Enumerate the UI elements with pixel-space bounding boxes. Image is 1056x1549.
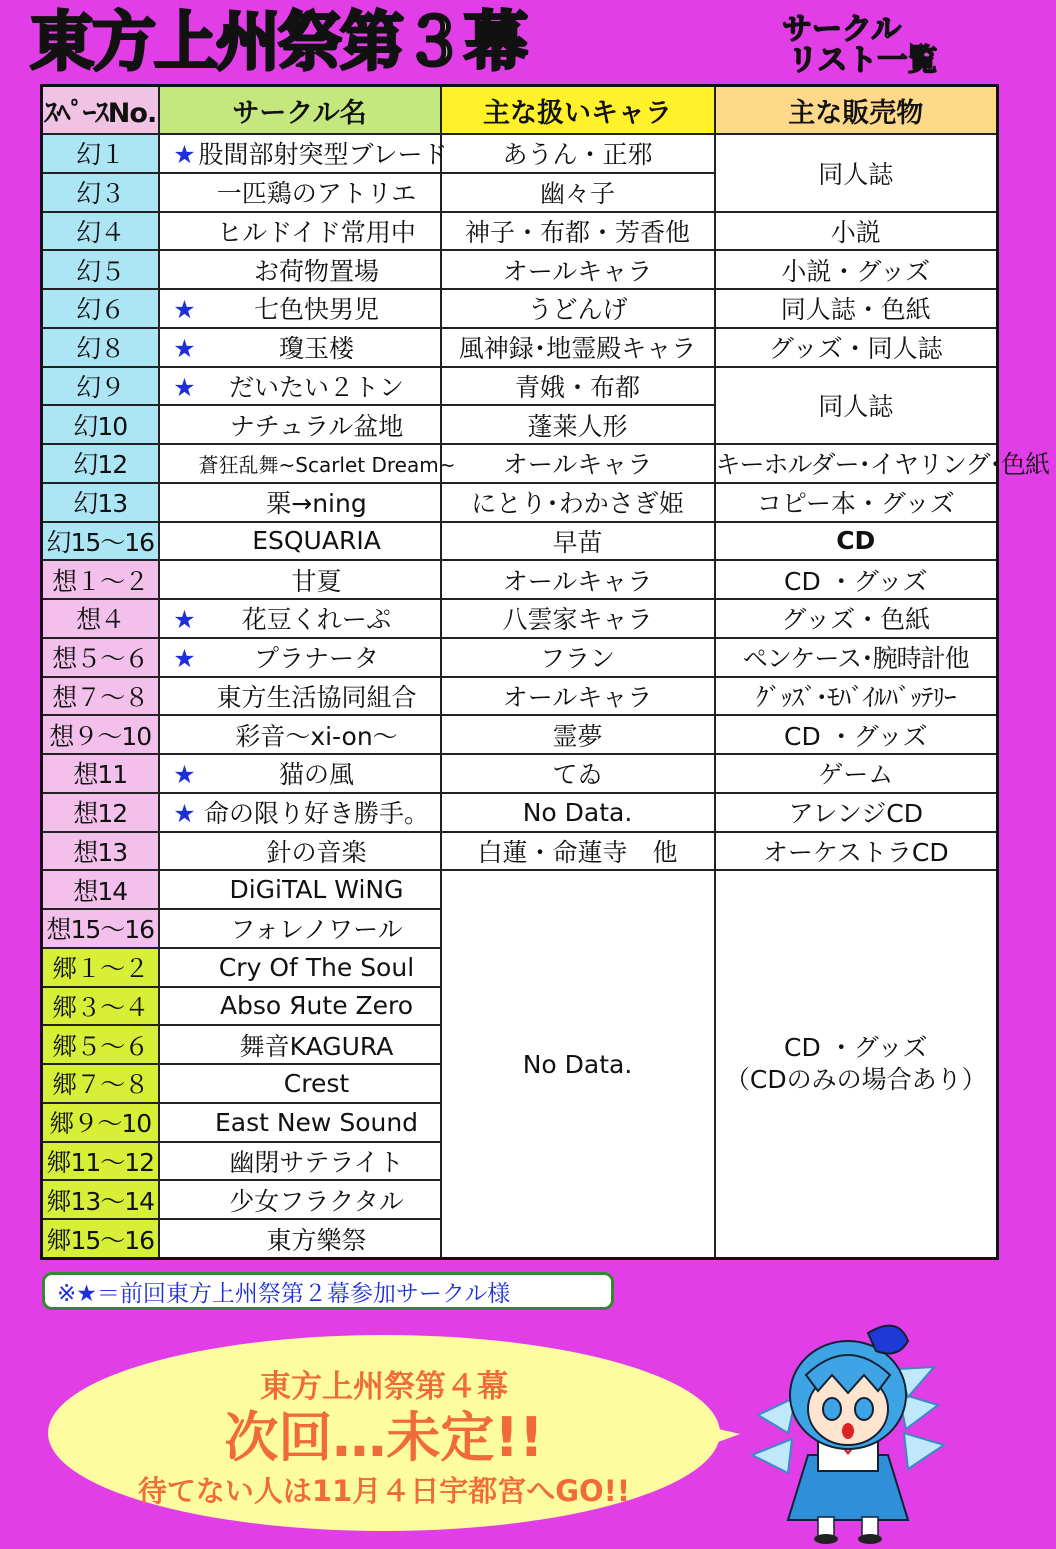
- table-row: [42, 832, 998, 871]
- goods-cell: オーケストラCD: [715, 832, 998, 871]
- table-row: [42, 367, 998, 406]
- column-header-space: ｽﾍﾟｰｽNo.: [42, 86, 159, 135]
- circle-name: 花豆くれーぷ: [241, 605, 392, 635]
- goods-cell: 同人誌: [715, 134, 998, 212]
- goods-line-1: CD ・グッズ: [784, 1033, 928, 1063]
- goods-cell: 同人誌・色紙: [715, 289, 998, 328]
- circle-name: ヒルドイド常用中: [217, 217, 416, 247]
- circle-cell: [159, 173, 441, 212]
- table-row: [42, 212, 998, 251]
- goods-cell: ペンケース･腕時計他: [715, 638, 998, 677]
- circle-cell: [159, 1142, 441, 1181]
- circle-name: お荷物置場: [253, 256, 379, 286]
- circle-name: Crest: [283, 1068, 350, 1098]
- chara-cell: 青娥・布都: [441, 367, 715, 406]
- circle-name: 甘夏: [291, 566, 342, 596]
- announcement-line-2: 次回…未定!!: [224, 1406, 544, 1469]
- circle-cell: [159, 754, 441, 793]
- circle-cell: [159, 444, 456, 483]
- circle-cell: [159, 599, 441, 638]
- space-cell: 郷11～12: [42, 1142, 159, 1181]
- circle-name: 瓊玉楼: [278, 334, 354, 364]
- circle-cell: [159, 1180, 441, 1219]
- legend-note: ※★＝前回東方上州祭第２幕参加サークル様: [42, 1272, 614, 1310]
- chara-cell: 神子・布都・芳香他: [441, 212, 715, 251]
- chara-cell: フラン: [441, 638, 715, 677]
- star-icon: ★: [173, 799, 196, 829]
- circle-cell: [159, 289, 441, 328]
- circle-name: 命の限り好き勝手。: [203, 799, 429, 829]
- goods-cell: ｸﾞｯｽﾞ･ﾓﾊﾞｲﾙﾊﾞｯﾃﾘｰ: [715, 677, 998, 716]
- goods-cell: グッズ・色紙: [715, 599, 998, 638]
- table-row: [42, 444, 998, 483]
- announcement-line-3: 待てない人は11月４日宇都宮へGO!!: [137, 1474, 631, 1508]
- column-header-chara: 主な扱いキャラ: [441, 86, 715, 135]
- column-header-goods: 主な販売物: [715, 86, 998, 135]
- goods-cell: 小説・グッズ: [715, 250, 998, 289]
- chara-cell: 蓬莱人形: [441, 405, 715, 444]
- goods-cell: CD ・グッズ: [715, 715, 998, 754]
- star-icon: ★: [173, 760, 196, 790]
- circle-cell: [159, 483, 441, 522]
- table-row: [42, 250, 998, 289]
- space-cell: 幻５: [42, 250, 159, 289]
- circle-cell: [159, 134, 448, 173]
- circle-name: フォレノワール: [230, 915, 403, 945]
- circle-cell: [159, 638, 441, 677]
- column-header-circle: サークル名: [159, 86, 441, 135]
- circle-name: 七色快男児: [253, 295, 379, 325]
- goods-cell: ゲーム: [715, 754, 998, 793]
- circle-name: East New Sound: [214, 1107, 419, 1137]
- table-row: [42, 870, 998, 909]
- chara-cell: うどんげ: [441, 289, 715, 328]
- circle-cell: [159, 328, 441, 367]
- circle-cell: [159, 212, 441, 251]
- space-cell: 想９～10: [42, 715, 159, 754]
- space-cell: 想14: [42, 870, 159, 909]
- circle-cell: [159, 1219, 441, 1259]
- circle-cell: [159, 522, 441, 561]
- page-title: 東方上州祭第３幕: [30, 6, 526, 80]
- star-icon: ★: [173, 140, 196, 170]
- chara-cell: 白蓮・命蓮寺 他: [441, 832, 715, 871]
- space-cell: 幻15～16: [42, 522, 159, 561]
- announcement-line-1: 東方上州祭第４幕: [260, 1369, 508, 1405]
- circle-name: 栗→ning: [266, 489, 367, 519]
- table-row: [42, 483, 998, 522]
- chara-cell: 早苗: [441, 522, 715, 561]
- space-cell: 幻１: [42, 134, 159, 173]
- table-row: [42, 599, 998, 638]
- circle-cell: [159, 793, 441, 832]
- table-row: [42, 677, 998, 716]
- circle-cell: [159, 560, 441, 599]
- space-cell: 想５～６: [42, 638, 159, 677]
- space-cell: 幻３: [42, 173, 159, 212]
- chara-cell: てゐ: [441, 754, 715, 793]
- space-cell: 想15～16: [42, 909, 159, 948]
- circle-name: 少女フラクタル: [229, 1186, 404, 1216]
- circle-name: 股間部射突型ブレード: [198, 140, 448, 170]
- circle-cell: [159, 832, 441, 871]
- star-icon: ★: [173, 644, 196, 674]
- circle-cell: [159, 1103, 441, 1142]
- space-cell: 想11: [42, 754, 159, 793]
- table-row: [42, 289, 998, 328]
- goods-cell: キーホルダー･イヤリング･色紙: [715, 444, 998, 483]
- circle-cell: [159, 715, 441, 754]
- circle-name: 幽閉サテライト: [229, 1147, 404, 1177]
- circle-name: 一匹鶏のアトリエ: [216, 179, 417, 209]
- circle-cell: [159, 1025, 441, 1064]
- chara-cell: オールキャラ: [441, 250, 715, 289]
- goods-cell: CD: [715, 522, 998, 561]
- chara-cell: 幽々子: [441, 173, 715, 212]
- space-cell: 想13: [42, 832, 159, 871]
- goods-line-2: （CDのみの場合あり）: [724, 1065, 987, 1095]
- circle-cell: [159, 948, 441, 987]
- circle-cell: [159, 405, 441, 444]
- chara-cell: 風神録･地霊殿キャラ: [441, 328, 715, 367]
- goods-cell: 小説: [715, 212, 998, 251]
- star-icon: ★: [173, 605, 196, 635]
- circle-name: プラナータ: [253, 644, 379, 674]
- space-cell: 幻12: [42, 444, 159, 483]
- subtitle-line-2: リスト一覧: [788, 43, 938, 78]
- table-row: [42, 522, 998, 561]
- space-cell: 幻10: [42, 405, 159, 444]
- circle-name: ナチュラル盆地: [229, 411, 404, 441]
- chara-cell: オールキャラ: [441, 677, 715, 716]
- space-cell: 郷７～８: [42, 1064, 159, 1103]
- goods-cell: [715, 870, 998, 1258]
- space-cell: 想１～２: [42, 560, 159, 599]
- goods-cell: CD ・グッズ: [715, 560, 998, 599]
- chara-cell: 八雲家キャラ: [441, 599, 715, 638]
- chara-cell: あうん・正邪: [441, 134, 715, 173]
- space-cell: 幻４: [42, 212, 159, 251]
- space-cell: 想12: [42, 793, 159, 832]
- circle-cell: [159, 987, 441, 1026]
- chara-cell: No Data.: [441, 793, 715, 832]
- space-cell: 想７～８: [42, 677, 159, 716]
- space-cell: 郷13～14: [42, 1180, 159, 1219]
- circle-name: Cry Of The Soul: [218, 952, 415, 982]
- page-subtitle: [782, 14, 1012, 76]
- circle-cell: [159, 367, 441, 406]
- star-icon: ★: [173, 372, 196, 402]
- goods-cell: グッズ・同人誌: [715, 328, 998, 367]
- space-cell: 想４: [42, 599, 159, 638]
- announcement-bubble: [48, 1335, 720, 1531]
- table-row: [42, 328, 998, 367]
- subtitle-line-1: サークル: [782, 12, 902, 47]
- space-cell: 幻13: [42, 483, 159, 522]
- circle-name: 舞音KAGURA: [239, 1031, 394, 1061]
- circle-name: 針の音楽: [266, 837, 367, 867]
- circle-cell: [159, 677, 441, 716]
- space-cell: 幻８: [42, 328, 159, 367]
- circle-name: 蒼狂乱舞~Scarlet Dream~: [198, 452, 456, 477]
- table-row: [42, 793, 998, 832]
- circle-name: 猫の風: [278, 760, 354, 790]
- space-cell: 郷15～16: [42, 1219, 159, 1259]
- chara-cell: No Data.: [441, 870, 715, 1258]
- circle-name: DiGiTAL WiNG: [229, 875, 404, 905]
- goods-cell: 同人誌: [715, 367, 998, 445]
- goods-cell: コピー本・グッズ: [715, 483, 998, 522]
- space-cell: 幻９: [42, 367, 159, 406]
- circle-cell: [159, 909, 441, 948]
- circle-cell: [159, 870, 441, 909]
- circle-name: ESQUARIA: [252, 526, 381, 556]
- table-row: [42, 638, 998, 677]
- table-header-row: [42, 86, 998, 135]
- circle-name: だいたい２トン: [228, 372, 404, 402]
- table-row: [42, 715, 998, 754]
- chara-cell: オールキャラ: [441, 560, 715, 599]
- circle-name: 彩音～xi-on～: [235, 721, 398, 751]
- chara-cell: 霊夢: [441, 715, 715, 754]
- circle-name: 東方樂祭: [266, 1225, 367, 1255]
- chara-cell: にとり･わかさぎ姫: [441, 483, 715, 522]
- star-icon: ★: [173, 334, 196, 364]
- goods-cell: アレンジCD: [715, 793, 998, 832]
- space-cell: 郷９～10: [42, 1103, 159, 1142]
- space-cell: 郷１～２: [42, 948, 159, 987]
- circle-cell: [159, 1064, 441, 1103]
- chara-cell: オールキャラ: [441, 444, 715, 483]
- mascot-illustration: [748, 1305, 948, 1545]
- space-cell: 郷３～４: [42, 987, 159, 1026]
- circle-list-table: [40, 84, 1050, 1260]
- circle-name: Abso Яute Zero: [219, 991, 414, 1021]
- table-row: [42, 134, 998, 173]
- circle-name: 東方生活協同組合: [216, 682, 417, 712]
- circle-cell: [159, 250, 441, 289]
- table-row: [42, 754, 998, 793]
- table-row: [42, 560, 998, 599]
- star-icon: ★: [173, 295, 196, 325]
- space-cell: 幻６: [42, 289, 159, 328]
- space-cell: 郷５～６: [42, 1025, 159, 1064]
